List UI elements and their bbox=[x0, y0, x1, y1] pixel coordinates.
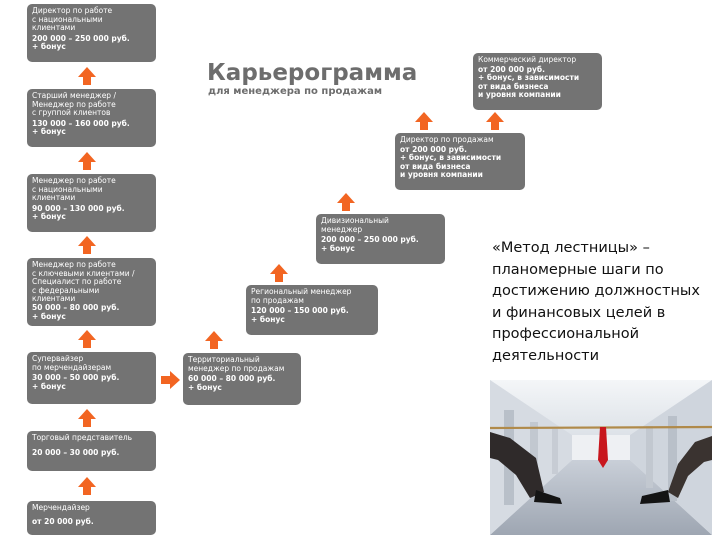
career-box-sales-rep bbox=[27, 431, 156, 471]
career-box-supervisor bbox=[27, 352, 156, 404]
career-box-salary: 60 000 – 80 000 руб. + бонус bbox=[188, 374, 276, 392]
page-subtitle: для менеджера по продажам bbox=[208, 86, 383, 97]
career-box-salary: 130 000 – 160 000 руб. + бонус bbox=[32, 118, 130, 137]
up-arrow-icon bbox=[78, 67, 96, 77]
up-arrow-icon bbox=[78, 152, 96, 162]
career-box-title: Директор по работе с национальными клиентами bbox=[32, 6, 113, 33]
career-box-title: Торговый представитель bbox=[32, 433, 133, 442]
page-title: Карьерограмма bbox=[207, 60, 418, 86]
career-box-salary: 120 000 – 150 000 руб. + бонус bbox=[251, 306, 349, 324]
career-box-title: Менеджер по работе с ключевыми клиентами / Специалист по работе с федеральными клиентами bbox=[32, 260, 135, 304]
career-box-title: Супервайзер по мерчендайзерам bbox=[32, 354, 112, 372]
ladder-method-quote: «Метод лестницы» – планомерные шаги по достижению должностных и финансовых целей в профессиональной деятельности bbox=[492, 240, 700, 364]
up-arrow-icon bbox=[270, 264, 288, 274]
up-arrow-icon bbox=[415, 112, 433, 122]
career-box-divisional-manager bbox=[316, 214, 445, 264]
career-box-commercial-director bbox=[473, 53, 602, 110]
career-box-title: Директор по продажам bbox=[400, 135, 494, 144]
up-arrow-icon bbox=[78, 330, 96, 340]
career-box-salary: 30 000 – 50 000 руб. + бонус bbox=[32, 373, 120, 391]
career-box-sales-director bbox=[395, 133, 525, 190]
career-box-title: Территориальный менеджер по продажам bbox=[188, 355, 285, 373]
career-box-merchandiser bbox=[27, 501, 156, 535]
career-box-title: Коммерческий директор bbox=[478, 55, 577, 64]
career-box-national-clients-manager bbox=[27, 174, 156, 232]
up-arrow-icon bbox=[205, 331, 223, 341]
career-box-salary: 200 000 – 250 000 руб. + бонус bbox=[32, 33, 130, 52]
career-box-senior-manager bbox=[27, 89, 156, 147]
career-box-territorial-manager bbox=[183, 353, 301, 405]
career-box-title: Мерчендайзер bbox=[32, 503, 90, 512]
career-box-salary: от 200 000 руб. + бонус, в зависимости от вида бизнеса и уровня компании bbox=[400, 144, 502, 180]
career-box-title: Дивизиональный менеджер bbox=[321, 216, 389, 234]
up-arrow-icon bbox=[78, 477, 96, 487]
right-arrow-icon bbox=[170, 371, 180, 389]
tug-of-war-photo bbox=[490, 380, 712, 535]
career-box-salary: 50 000 – 80 000 руб. + бонус bbox=[32, 302, 120, 321]
career-box-title: Региональный менеджер по продажам bbox=[251, 287, 352, 305]
career-box-salary: 20 000 – 30 000 руб. bbox=[32, 447, 120, 457]
up-arrow-icon bbox=[78, 236, 96, 246]
career-box-salary: от 20 000 руб. bbox=[32, 516, 94, 526]
career-box-regional-manager bbox=[246, 285, 378, 335]
up-arrow-icon bbox=[486, 112, 504, 122]
up-arrow-icon bbox=[78, 409, 96, 419]
career-box-key-clients-manager bbox=[27, 258, 156, 326]
career-box-salary: 200 000 – 250 000 руб. + бонус bbox=[321, 235, 419, 253]
career-box-salary: 90 000 – 130 000 руб. + бонус bbox=[32, 203, 125, 222]
career-box-national-director bbox=[27, 4, 156, 62]
career-box-title: Менеджер по работе с национальными клиентами bbox=[32, 176, 116, 203]
career-box-title: Старший менеджер / Менеджер по работе с группой клиентов bbox=[32, 91, 116, 118]
up-arrow-icon bbox=[337, 193, 355, 203]
career-box-salary: от 200 000 руб. + бонус, в зависимости от вида бизнеса и уровня компании bbox=[478, 64, 580, 100]
